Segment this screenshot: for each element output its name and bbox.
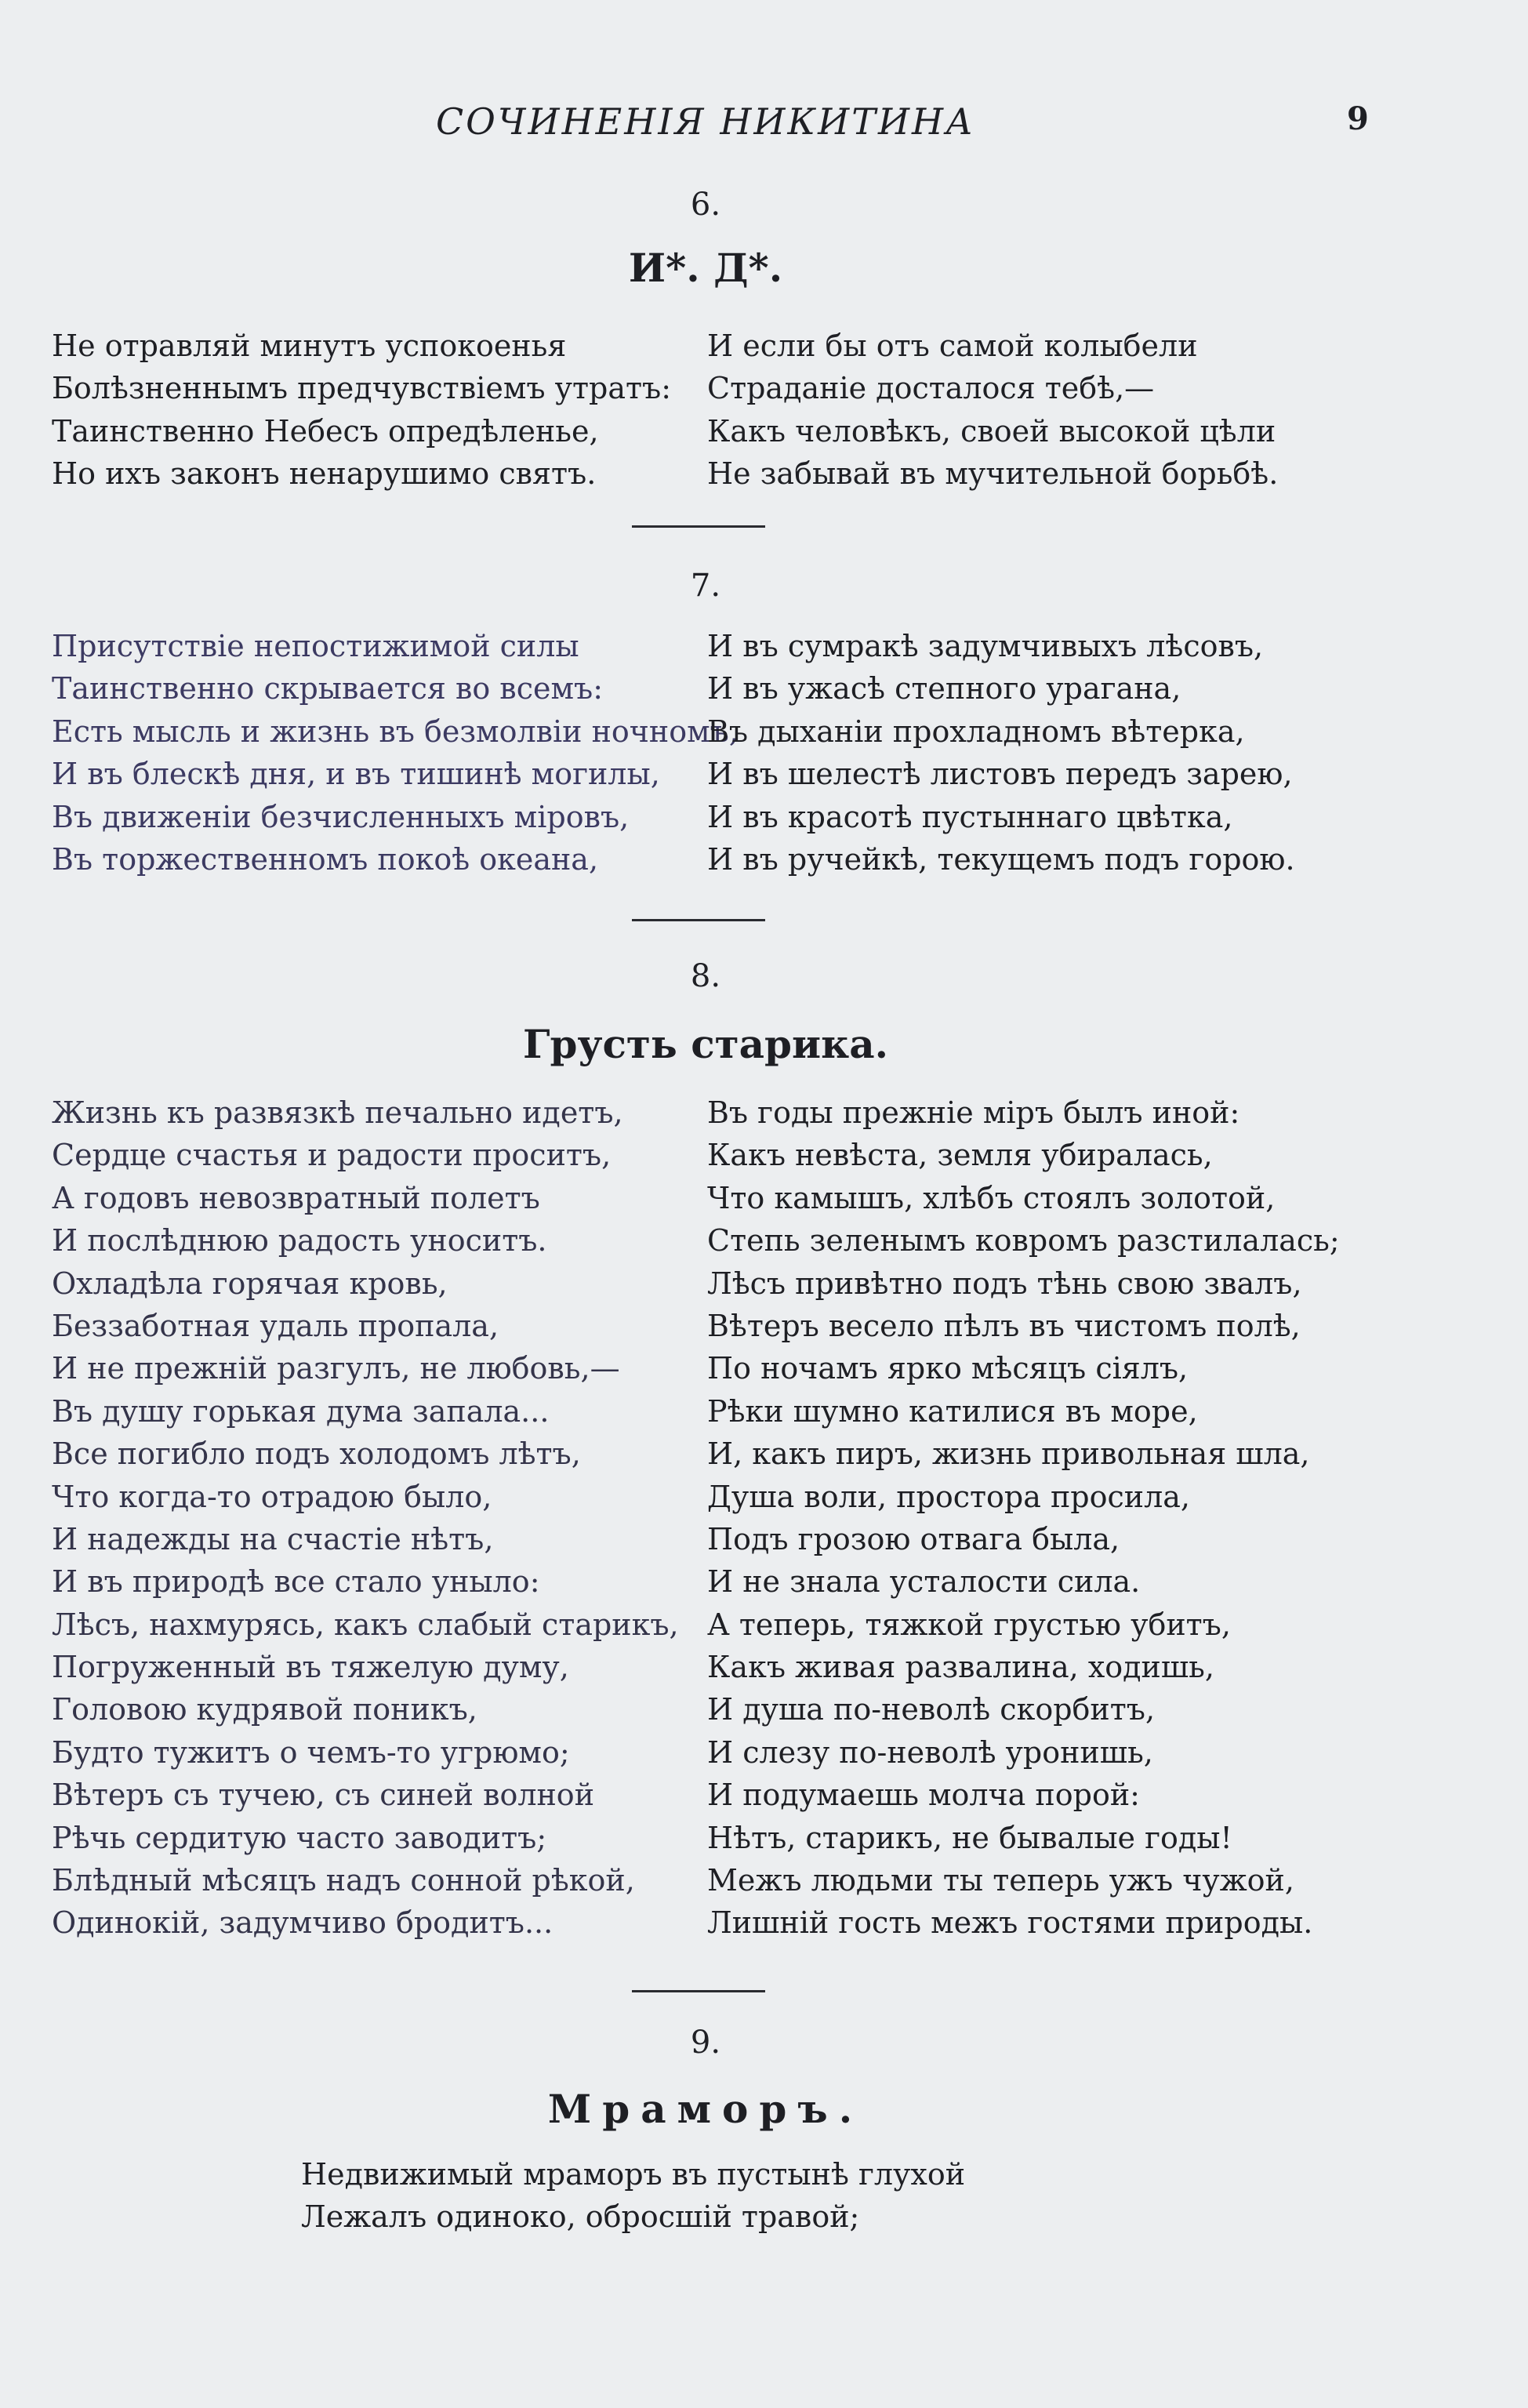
poem-8-right-column (707, 1091, 1340, 1945)
verse-line: И душа по-неволѣ скорбитъ, (707, 1692, 1156, 1727)
verse-line: И, какъ пиръ, жизнь привольная шла, (707, 1436, 1310, 1472)
verse-line: Погруженный въ тяжелую думу, (52, 1650, 569, 1685)
verse-line: Что камышъ, хлѣбъ стоялъ золотой, (707, 1180, 1276, 1215)
verse-line: Въ торжественномъ покоѣ океана, (52, 841, 599, 877)
poem-8-title: Грусть старика. (522, 1021, 889, 1067)
verse-line: Въ движеніи безчисленныхъ міровъ, (52, 799, 630, 834)
poem-6-title: И*. Д*. (628, 245, 783, 291)
verse-line: И въ красотѣ пустыннаго цвѣтка, (707, 799, 1233, 834)
verse-line: Лишній гость межъ гостями природы. (707, 1905, 1313, 1941)
poem-7-right-column (707, 625, 1295, 881)
verse-line: И не знала усталости сила. (707, 1564, 1141, 1600)
verse-line: Вѣтеръ съ тучею, съ синей волной (52, 1778, 595, 1813)
section-divider (632, 1990, 765, 1992)
verse-line: Головою кудрявой поникъ, (52, 1692, 477, 1727)
verse-line: Лѣсъ, нахмурясь, какъ слабый старикъ, (52, 1607, 679, 1642)
verse-line: А теперь, тяжкой грустью убитъ, (707, 1607, 1231, 1642)
verse-line: Въ душу горькая дума запала... (52, 1393, 550, 1429)
verse-line: Жизнь къ развязкѣ печально идетъ, (52, 1095, 623, 1130)
verse-line: Что когда-то отрадою было, (52, 1479, 492, 1514)
verse-line: Есть мысль и жизнь въ безмолвіи ночномъ, (52, 714, 739, 749)
verse-line: Лѣсъ привѣтно подъ тѣнь свою звалъ, (707, 1266, 1302, 1301)
verse-line: Рѣки шумно катилися въ море, (707, 1393, 1198, 1429)
verse-line: И подумаешь молча порой: (707, 1778, 1140, 1813)
verse-line: Таинственно Небесъ опредѣленье, (52, 413, 599, 449)
verse-line: Болѣзненнымъ предчувствіемъ утратъ: (52, 371, 672, 406)
section-divider (632, 525, 765, 528)
poem-6-right-column (707, 325, 1278, 496)
poem-7-number: 7. (690, 568, 721, 604)
verse-line: Таинственно скрывается во всемъ: (52, 671, 603, 706)
verse-line: Лежалъ одиноко, обросшій травой; (301, 2199, 860, 2235)
verse-line: И въ блескѣ дня, и въ тишинѣ могилы, (52, 757, 660, 792)
poem-9-stanza (301, 2153, 965, 2239)
verse-line: Какъ невѣста, земля убиралась, (707, 1138, 1213, 1173)
verse-line: Не отравляй минутъ успокоенья (52, 329, 567, 363)
verse-line: Душа воли, простора просила, (707, 1479, 1190, 1514)
verse-line: Будто тужитъ о чемъ-то угрюмо; (52, 1734, 570, 1770)
verse-line: Недвижимый мраморъ въ пустынѣ глухой (301, 2157, 966, 2192)
section-divider (632, 919, 765, 921)
poem-9-number: 9. (690, 2025, 721, 2061)
verse-line: И послѣднюю радость уноситъ. (52, 1223, 547, 1258)
verse-line: Рѣчь сердитую часто заводитъ; (52, 1820, 547, 1855)
verse-line: И въ ужасѣ степного урагана, (707, 671, 1181, 706)
verse-line: По ночамъ ярко мѣсяцъ сіялъ, (707, 1351, 1189, 1386)
verse-line: А годовъ невозвратный полетъ (52, 1180, 540, 1215)
verse-line: Вѣтеръ весело пѣлъ въ чистомъ полѣ, (707, 1308, 1301, 1343)
poem-7-left-column (52, 625, 739, 881)
verse-line: И если бы отъ самой колыбели (707, 329, 1198, 363)
verse-line: И въ природѣ все стало уныло: (52, 1564, 540, 1600)
verse-line: Какъ человѣкъ, своей высокой цѣли (707, 413, 1276, 449)
verse-line: Беззаботная удаль пропала, (52, 1308, 499, 1343)
poem-6-number: 6. (690, 187, 721, 223)
verse-line: Какъ живая развалина, ходишь, (707, 1650, 1214, 1685)
verse-line: Нѣтъ, старикъ, не бывалые годы! (707, 1820, 1232, 1855)
verse-line: И въ шелестѣ листовъ передъ зарею, (707, 757, 1293, 792)
running-head: СОЧИНЕНІЯ НИКИТИНА (435, 100, 976, 143)
poem-8-number: 8. (690, 958, 721, 994)
poem-6-left-column (52, 325, 671, 496)
verse-line: Межъ людьми ты теперь ужъ чужой, (707, 1863, 1294, 1898)
verse-line: Все погибло подъ холодомъ лѣтъ, (52, 1436, 581, 1472)
verse-line: Но ихъ законъ ненарушимо святъ. (52, 456, 597, 492)
verse-line: И въ сумракѣ задумчивыхъ лѣсовъ, (707, 629, 1264, 663)
verse-line: Въ годы прежніе міръ былъ иной: (707, 1095, 1240, 1130)
verse-line: Охладѣла горячая кровь, (52, 1266, 448, 1301)
verse-line: Страданіе досталося тебѣ,— (707, 371, 1155, 406)
verse-line: Подъ грозою отвага была, (707, 1521, 1120, 1556)
verse-line: И надежды на счастіе нѣтъ, (52, 1521, 494, 1556)
verse-line: Не забывай въ мучительной борьбѣ. (707, 456, 1279, 492)
verse-line: Сердце счастья и радости проситъ, (52, 1138, 612, 1173)
verse-line: Въ дыханіи прохладномъ вѣтерка, (707, 714, 1245, 749)
verse-line: Одинокій, задумчиво бродитъ... (52, 1905, 553, 1941)
verse-line: Блѣдный мѣсяцъ надъ сонной рѣкой, (52, 1863, 635, 1898)
poem-8-left-column (52, 1091, 679, 1945)
verse-line: И слезу по-неволѣ уронишь, (707, 1734, 1153, 1770)
poem-9-title: Мраморъ. (547, 2086, 864, 2132)
verse-line: Степь зеленымъ ковромъ разстилалась; (707, 1223, 1340, 1258)
page-number: 9 (1347, 100, 1369, 137)
verse-line: Присутствіе непостижимой силы (52, 629, 579, 663)
verse-line: И въ ручейкѣ, текущемъ подъ горою. (707, 841, 1295, 877)
verse-line: И не прежній разгулъ, не любовь,— (52, 1351, 620, 1386)
